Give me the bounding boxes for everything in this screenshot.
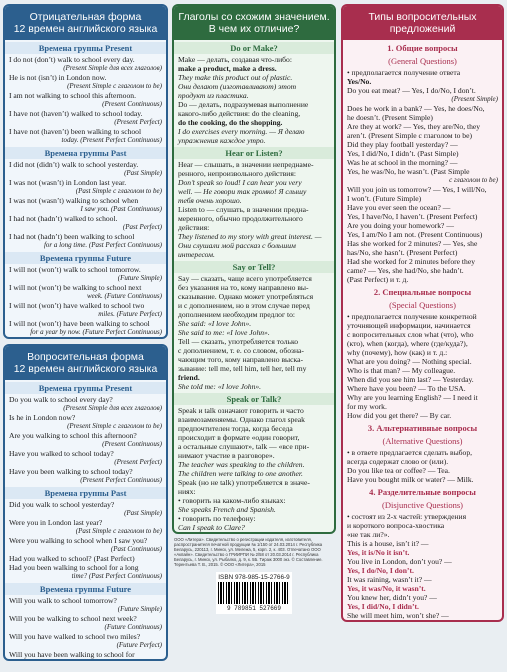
tense-note: miles. (Future Perfect) xyxy=(98,310,162,318)
interrogative-form-body xyxy=(5,382,166,659)
example-line: You live in London, don’t you? — xyxy=(347,557,452,566)
tense-note: (Present Perfect Continuous) xyxy=(80,476,162,484)
example-line: I did not (didn’t) walk to school yesterday. xyxy=(9,160,139,169)
tense-note: (Past Perfect) xyxy=(122,223,162,231)
example-line: Do you walk to school every day? xyxy=(9,395,113,404)
example-line: а остальные слушают», talk — «все при- xyxy=(178,442,310,451)
example-line: Were you walking to school when I saw you? xyxy=(9,536,148,545)
example-line: Yes, I do/No, I don’t. xyxy=(347,566,414,575)
example-line: This is a house, isn’t it? — xyxy=(347,539,429,548)
example-line: Yes/No. xyxy=(347,77,372,86)
example-line: I won’t. (Future Simple) xyxy=(347,194,422,203)
example-line: Are they at work? — Yes, they are/No, they xyxy=(347,122,481,131)
isbn-text: ISBN 978-985-15-2766-9 xyxy=(218,574,290,581)
example-line: They make this product out of plastic. xyxy=(178,73,293,82)
barcode-block xyxy=(216,572,292,614)
tense-note: (Present Continuous) xyxy=(102,100,162,108)
example-line: ренного, непроизвольного действия: xyxy=(178,169,296,178)
example-line: Listen to — слушать, в значении предна- xyxy=(178,205,309,214)
example-line: why (почему), how (как) и т. д.: xyxy=(347,348,448,357)
tense-note: (Future Perfect) xyxy=(116,641,162,649)
similar-verbs-title: Глаголы со схожим значением. В чем их отличие? xyxy=(174,6,334,40)
example-line: Do you like tea or coffee? — Tea. xyxy=(347,466,450,475)
example-line: He is not (isn’t) in London now. xyxy=(9,73,107,82)
example-line: (Past Perfect) и т. д. xyxy=(347,275,409,284)
example-line: уточняющей информации, начинается xyxy=(347,321,471,330)
tense-note: (Past Simple) xyxy=(124,509,162,517)
example-line: Does he work in a bank? — Yes, he does/No, xyxy=(347,104,485,113)
example-line: You knew her, didn’t you? — xyxy=(347,593,437,602)
example-line: происходит в формате «один говорит, xyxy=(178,433,300,442)
example-line: • предполагается получение ответа xyxy=(347,68,461,77)
example-line: She said to me: «I love John». xyxy=(178,328,270,337)
example-line: When did you see him last? — Yesterday. xyxy=(347,375,474,384)
example-line: • говорить на каком-либо языках: xyxy=(178,496,286,505)
example-line: Они слушали мой рассказ с большим xyxy=(178,241,296,250)
example-line: упражнения каждое утро. xyxy=(178,136,266,145)
tense-note: time? (Past Perfect Continuous) xyxy=(71,572,162,580)
example-line: I had not (hadn’t) walked to school. xyxy=(9,214,118,223)
example-line: Don’t speak so loud! I can hear you very xyxy=(178,178,302,187)
example-line: I will not (won’t) be walking to school next xyxy=(9,283,142,292)
example-line: Speak и talk означают говорить и часто xyxy=(178,406,304,415)
example-line: Did you walk to school yesterday? xyxy=(9,500,115,509)
example-line: friend. xyxy=(178,373,200,382)
example-line: I was not (wasn’t) in London last year. xyxy=(9,178,127,187)
example-line: • говорить по телефону: xyxy=(178,514,256,523)
section-heading: Времена группы Future xyxy=(5,252,166,264)
section-heading: Say or Tell? xyxy=(174,261,334,273)
example-line: aren’t. (Present Simple с глаголом to be) xyxy=(347,131,472,140)
tense-note: с глаголом to be) xyxy=(449,176,498,184)
section-heading: 4. Разделительные вопросы xyxy=(369,487,476,497)
example-line: сказывание. Однако может употребляться xyxy=(178,292,314,301)
example-line: Have you ever seen the ocean? — xyxy=(347,203,451,212)
tense-note: (Future Continuous) xyxy=(104,623,162,631)
example-line: всегда содержат слово or (или). xyxy=(347,457,449,466)
example-line: интересом. xyxy=(178,250,215,259)
tense-note: (Present Simple для всех глаголов) xyxy=(63,64,162,72)
example-line: Where have you been? — To the USA. xyxy=(347,384,466,393)
example-line: What are you doing? — Nothing special. xyxy=(347,357,472,366)
example-line: well. — Не говори так громко! Я слышу xyxy=(178,187,307,196)
tense-note: (Past Simple) xyxy=(124,169,162,177)
example-line: Yes, it was/No, it wasn’t. xyxy=(347,584,426,593)
example-line: How did you get there? — By car. xyxy=(347,411,452,420)
section-heading: Времена группы Past xyxy=(5,147,166,159)
example-line: Yes, he was/No, he wasn’t. (Past Simple xyxy=(347,167,470,176)
barcode-icon xyxy=(218,582,290,604)
example-line: с дополнением, т. е. со словом, обозна- xyxy=(178,346,304,355)
question-types-panel xyxy=(341,4,504,622)
interrogative-form-title: Вопросительная форма 12 времен английского языка xyxy=(5,346,166,380)
tense-note: (Present Simple) xyxy=(451,95,498,103)
example-line: Yes, it is/No it isn’t. xyxy=(347,548,410,557)
example-line: make a product, make a dress. xyxy=(178,64,277,73)
example-line: came? — Yes, she had/No, she hadn’t. xyxy=(347,266,464,275)
example-line: дополнением необходим предлог to: xyxy=(178,310,295,319)
section-subheading: (Disjunctive Questions) xyxy=(382,500,463,510)
example-line: Yes, I did/No, I didn’t. (Past Simple) xyxy=(347,149,459,158)
interrogative-form-panel xyxy=(3,344,168,661)
example-line: I had not (hadn’t) been walking to school xyxy=(9,232,135,241)
section-subheading: (Alternative Questions) xyxy=(382,436,463,446)
example-line: Yes, I am/No I am not. (Present Continuous) xyxy=(347,230,483,239)
example-line: Hear — слышать, в значении непреднаме- xyxy=(178,160,314,169)
example-line: нимают участие в разговоре». xyxy=(178,451,275,460)
tense-note: (Present Simple с глаголом to be) xyxy=(67,422,162,430)
example-line: She said: «I love John». xyxy=(178,319,252,328)
section-heading: Do or Make? xyxy=(174,42,334,54)
example-line: без указания на то, кому направлено вы- xyxy=(178,283,309,292)
example-line: Tell — сказать, употребляется только xyxy=(178,337,299,346)
example-line: чающим того, кому направлено выска- xyxy=(178,355,303,364)
example-line: Will you be walking to school next week? xyxy=(9,614,137,623)
section-subheading: (Special Questions) xyxy=(389,300,456,310)
example-line: Say — сказать, чаще всего употребляется xyxy=(178,274,312,283)
example-line: I have not (haven’t) walked to school today. xyxy=(9,109,143,118)
example-line: Had she worked for 2 minutes before they xyxy=(347,257,475,266)
example-line: he doesn’t. (Present Simple) xyxy=(347,113,433,122)
example-line: Are you doing your homework? — xyxy=(347,221,454,230)
example-line: Has she worked for 2 minutes? — Yes, she xyxy=(347,239,478,248)
tense-note: I saw you. (Past Continuous) xyxy=(80,205,162,213)
example-line: I will not (won’t) have walked to school two xyxy=(9,301,145,310)
tense-note: (Future Simple) xyxy=(117,605,162,613)
section-heading: Speak or Talk? xyxy=(174,393,334,405)
example-line: I am not walking to school this afternoon. xyxy=(9,91,136,100)
section-heading: Времена группы Future xyxy=(5,583,166,595)
example-line: She will meet him, won’t she? — xyxy=(347,611,449,620)
example-line: взаимозаменяемы. Однако глагол speak xyxy=(178,415,305,424)
example-line: I do not (don’t) walk to school every day. xyxy=(9,55,135,64)
column-similar-verbs xyxy=(172,4,336,672)
example-line: The children were talking to one another. xyxy=(178,469,303,478)
example-line: has/No, she hasn’t. (Present Perfect) xyxy=(347,248,458,257)
tense-note: (Present Simple для всех глаголов) xyxy=(63,404,162,412)
example-line: It was raining, wasn’t it? — xyxy=(347,575,432,584)
column-negative-interrogative xyxy=(3,4,168,672)
example-line: продукт из пластика. xyxy=(178,91,249,100)
tense-note: (Future Simple) xyxy=(117,274,162,282)
example-line: Они делают (изготавливают) этот xyxy=(178,82,297,91)
negative-form-panel xyxy=(3,4,168,339)
example-line: Have you been walking to school today? xyxy=(9,467,133,476)
example-line: Was he at school in the morning? — xyxy=(347,158,458,167)
example-line: Had you walked to school? (Past Perfect) xyxy=(9,554,135,563)
tense-note: (Past Simple с глаголом to be) xyxy=(75,527,162,535)
example-line: They listened to my story with great interest. — xyxy=(178,232,322,241)
example-line: • предполагается получение конкретной xyxy=(347,312,477,321)
section-heading: Времена группы Past xyxy=(5,487,166,499)
example-line: Will you have walked to school two miles? xyxy=(9,632,141,641)
example-line: и с дополнением, но в этом случае перед xyxy=(178,301,310,310)
example-line: какого-либо действия: do the cleaning, xyxy=(178,109,301,118)
example-line: Have you walked to school today? xyxy=(9,449,114,458)
example-line: for my work. xyxy=(347,402,387,411)
tense-note: today. (Present Perfect Continuous) xyxy=(61,136,162,144)
tense-note: (Present Perfect) xyxy=(114,458,162,466)
example-line: She speaks French and Spanish. xyxy=(178,505,276,514)
example-line: Will you have been walking to school for xyxy=(9,650,135,659)
publisher-imprint: ООО «Литера». Свидетельство о регистрации издателя, изготовителя, распространителя печатной продукции № 1/150 от 24.03.2014 г. Республика Беларусь, 220113, г. Минск, ул. Мележа, 5, корп. 2, к. 403. Отпечатано ООО «Акпайн». Свидетельство о ГРИИРПИ № 2/58 от 20.03.2014 г. Республика Беларусь, г. Минск, ул. Рыбалко, д. 9, к. 5Б. Тираж 3000 экз. © Составление. Терентьева Т. В., 2015. © ООО «Литера», 2015 xyxy=(174,537,323,567)
example-line: Make — делать, создавая что-либо: xyxy=(178,55,292,64)
section-heading: 2. Специальные вопросы xyxy=(373,287,472,297)
tense-note: (Past Continuous) xyxy=(110,545,162,553)
example-line: Speak (но не talk) употребляется в значе- xyxy=(178,478,310,487)
example-line: Will you join us tomorrow? — Yes, I will/No, xyxy=(347,185,487,194)
example-line: I will not (won’t) have been walking to school xyxy=(9,319,150,328)
negative-form-body xyxy=(5,42,166,337)
example-line: The teacher was speaking to the children. xyxy=(178,460,305,469)
example-line: Had you been walking to school for a long xyxy=(9,563,139,572)
example-line: Did they play football yesterday? — xyxy=(347,140,458,149)
example-line: Is he in London now? xyxy=(9,413,76,422)
example-line: Yes, I have/No, I haven’t. (Present Perfect) xyxy=(347,212,478,221)
example-line: действия: xyxy=(178,223,210,232)
example-line: Yes, I did/No, I didn’t. xyxy=(347,602,419,611)
section-heading: Времена группы Present xyxy=(5,42,166,54)
example-line: Do you eat meat? — Yes, I do/No, I don’t. xyxy=(347,86,476,95)
example-line: Were you in London last year? xyxy=(9,518,103,527)
example-line: Have you bought milk or water? — Milk. xyxy=(347,475,474,484)
example-line: предпочтителен тогда, когда беседа xyxy=(178,424,293,433)
section-heading: 3. Альтернативные вопросы xyxy=(367,423,478,433)
section-subheading: (General Questions) xyxy=(388,56,457,66)
example-line: ниях: xyxy=(178,487,196,496)
tense-note: for a long time. (Past Perfect Continuous) xyxy=(43,241,162,249)
similar-verbs-panel xyxy=(172,4,336,534)
example-line: I have not (haven’t) been walking to school xyxy=(9,127,142,136)
example-line: зывание: tell me, tell him, tell her, tell my xyxy=(178,364,307,373)
example-line: She told me: «I love John». xyxy=(178,382,262,391)
example-line: Who is that man? — My colleague. xyxy=(347,366,456,375)
example-line: Are you walking to school this afternoon? xyxy=(9,431,137,440)
question-types-title: Типы вопросительных предложений xyxy=(343,6,502,40)
example-line: • в ответе предлагается сделать выбор, xyxy=(347,448,473,457)
example-line: с вопросительных слов what (что), who xyxy=(347,330,474,339)
example-line: • состоят из 2-х частей: утверждения xyxy=(347,512,467,521)
example-line: I will not (won’t) walk to school tomorrow. xyxy=(9,265,141,274)
section-heading: 1. Общие вопросы xyxy=(387,43,458,53)
example-line: тебя очень хорошо. xyxy=(178,196,242,205)
example-line: Do — делать, подразумевая выполнение xyxy=(178,100,309,109)
negative-form-title: Отрицательная форма 12 времен английского языка xyxy=(5,6,166,40)
column-question-types xyxy=(341,4,504,672)
example-line: меренного, обычно продолжительного xyxy=(178,214,303,223)
example-line: (кто), when (когда), where (где/куда?), xyxy=(347,339,468,348)
question-types-body xyxy=(343,42,502,620)
example-line: Why are you learning English? — I need it xyxy=(347,393,478,402)
barcode-number: 9 789851 527669 xyxy=(226,605,281,612)
tense-note: (Past Simple с глаголом to be) xyxy=(75,187,162,195)
example-line: «не так ли?». xyxy=(347,530,390,539)
similar-verbs-body xyxy=(174,42,334,532)
section-heading: Времена группы Present xyxy=(5,382,166,394)
tense-note: week. (Future Continuous) xyxy=(87,292,162,300)
example-line: do the cooking, do the shopping. xyxy=(178,118,283,127)
tense-note: (Present Perfect) xyxy=(114,118,162,126)
example-line: I do exercises every morning. — Я делаю xyxy=(178,127,305,136)
example-line: Can I speak to Clare? xyxy=(178,523,245,532)
tense-note: (Present Simple с глаголом to be) xyxy=(67,82,162,90)
example-line: и короткого вопроса-хвостика xyxy=(347,521,445,530)
example-line: Will you walk to school tomorrow? xyxy=(9,596,117,605)
tense-note: for a year by now. (Future Perfect Continuous) xyxy=(30,328,162,336)
section-heading: Hear or Listen? xyxy=(174,147,334,159)
example-line: I was not (wasn’t) walking to school when xyxy=(9,196,139,205)
tense-note: (Present Continuous) xyxy=(102,440,162,448)
